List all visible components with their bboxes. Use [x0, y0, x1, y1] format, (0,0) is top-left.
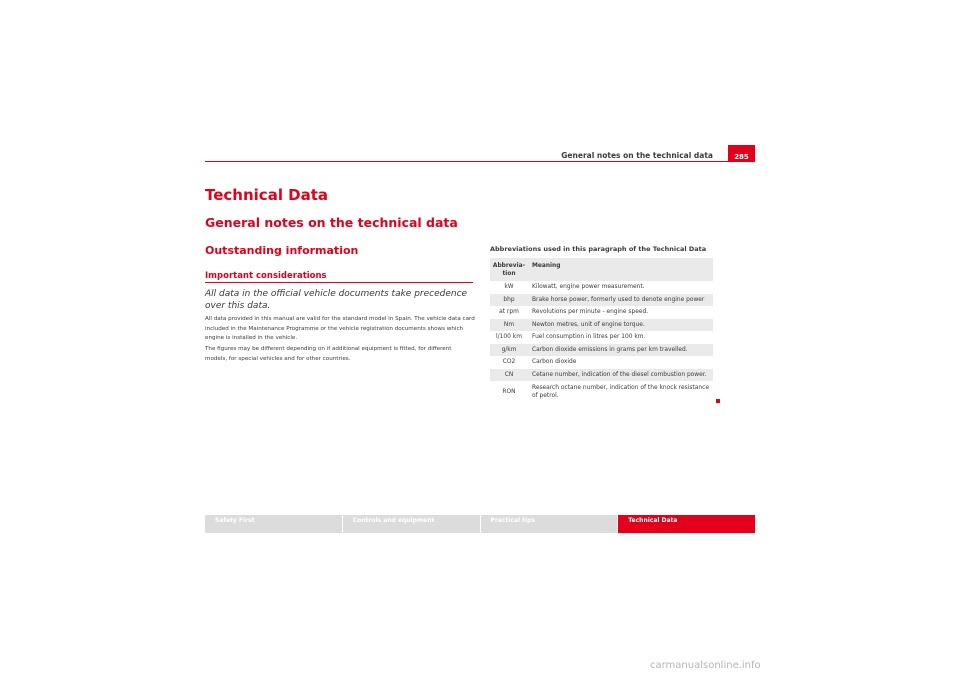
meaning-cell: Revolutions per minute - engine speed.: [532, 309, 649, 316]
abbr-cell: CN: [504, 371, 514, 378]
meaning-cell: Kilowatt, engine power measurement.: [532, 284, 645, 291]
header-divider: [205, 161, 755, 162]
abbr-cell: RON: [502, 389, 516, 395]
body-paragraph: All data provided in this manual are valid for the standard model in Spain. The vehicle data card included in the Maintenance Programme or the vehicle registration documents shows which engine is installed in the vehicle.: [205, 316, 475, 341]
table-row: [490, 331, 713, 344]
table-row: [490, 319, 713, 332]
footer-nav: [205, 515, 755, 533]
table-row: [490, 281, 713, 294]
subsection-title: Outstanding information: [205, 244, 359, 257]
footer-tab-practical-tips[interactable]: Practical tips: [481, 515, 618, 533]
abbr-cell: l/100 km: [496, 334, 522, 341]
footer-tab-safety-first[interactable]: Safety First: [205, 515, 342, 533]
abbr-cell: bhp: [503, 296, 515, 303]
table-row: [490, 356, 713, 369]
table-row: [490, 306, 713, 319]
page-number: 285: [728, 145, 755, 162]
minor-heading-rule: [205, 282, 473, 283]
meaning-cell: Newton metres, unit of engine torque.: [532, 321, 645, 328]
section-title: General notes on the technical data: [205, 215, 458, 230]
watermark: carmanualsonline.info: [650, 660, 761, 671]
abbr-cell: kW: [504, 284, 514, 291]
table-row: [490, 344, 713, 357]
meaning-cell: Carbon dioxide: [532, 359, 577, 366]
lead-text: All data in the official vehicle documents take precedence over this data.: [205, 289, 468, 311]
meaning-cell: Research octane number, indication of the knock resistance of petrol.: [532, 385, 709, 399]
abbr-cell: Nm: [503, 321, 515, 328]
abbr-cell: at rpm: [499, 309, 519, 316]
meaning-cell: Fuel consumption in litres per 100 km.: [532, 334, 646, 341]
abbreviations-table: [490, 258, 713, 403]
table-header-row: [490, 258, 713, 281]
table-header-abbreviation: Abbrevia-tion: [492, 263, 526, 277]
body-paragraph: The figures may be different depending on if additional equipment is fitted, for different models, for special vehicles and for other countries.: [205, 346, 452, 362]
end-of-section-marker: [716, 399, 720, 403]
footer-tab-technical-data[interactable]: Technical Data: [618, 515, 755, 533]
meaning-cell: Cetane number, indication of the diesel combustion power.: [532, 371, 707, 378]
minor-heading: Important considerations: [205, 271, 327, 281]
meaning-cell: Carbon dioxide emissions in grams per km travelled.: [532, 346, 688, 353]
abbr-cell: g/km: [501, 346, 517, 353]
footer-tab-controls-and-equipment[interactable]: Controls and equipment: [343, 515, 480, 533]
table-row: [490, 294, 713, 307]
meaning-cell: Brake horse power, formerly used to denote engine power: [532, 296, 705, 303]
table-row: [490, 369, 713, 382]
header-title: General notes on the technical data: [561, 151, 713, 160]
chapter-title: Technical Data: [205, 186, 329, 204]
table-caption: Abbreviations used in this paragraph of the Technical Data: [490, 245, 707, 253]
table-header-meaning: Meaning: [532, 263, 561, 269]
table-row: [490, 381, 713, 403]
abbr-cell: CO2: [502, 359, 516, 366]
